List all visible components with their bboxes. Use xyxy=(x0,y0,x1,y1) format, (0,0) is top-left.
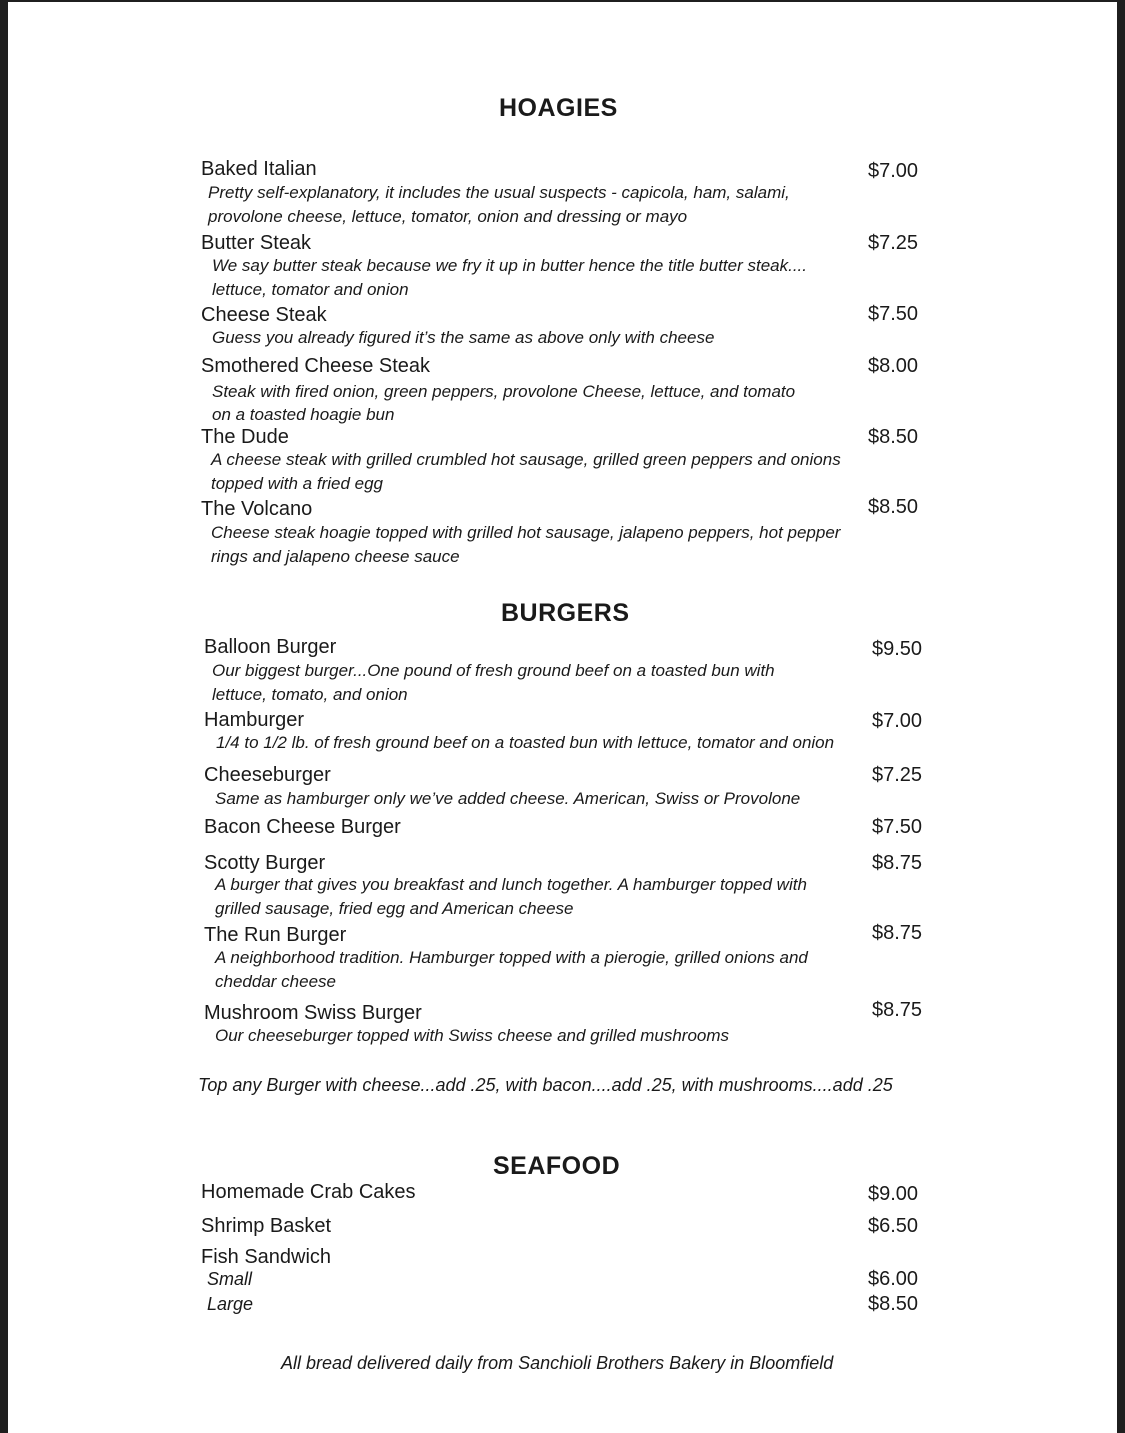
item-name: Homemade Crab Cakes xyxy=(201,1181,416,1203)
item-description: cheddar cheese xyxy=(215,972,336,991)
item-name: Smothered Cheese Steak xyxy=(201,355,431,377)
size-price-small: $6.00 xyxy=(868,1268,919,1290)
item-description: on a toasted hoagie bun xyxy=(212,405,395,424)
item-name: Balloon Burger xyxy=(204,636,337,658)
item-name: The Run Burger xyxy=(204,924,347,946)
item-description: grilled sausage, fried egg and American cheese xyxy=(215,899,574,918)
item-name: Butter Steak xyxy=(201,232,312,254)
item-name: Cheese Steak xyxy=(201,304,327,326)
item-name: Baked Italian xyxy=(201,158,317,180)
item-description: Guess you already figured it’s the same as above only with cheese xyxy=(212,328,715,347)
item-description: Cheese steak hoagie topped with grilled hot sausage, jalapeno peppers, hot pepper xyxy=(211,523,841,542)
item-price: $8.75 xyxy=(872,999,923,1021)
item-name: Scotty Burger xyxy=(204,852,326,874)
item-name: Bacon Cheese Burger xyxy=(204,816,401,838)
item-description: A neighborhood tradition. Hamburger topped with a pierogie, grilled onions and xyxy=(215,948,808,967)
item-price: $7.25 xyxy=(872,764,923,786)
item-price: $8.00 xyxy=(868,355,919,377)
item-price: $7.25 xyxy=(868,232,919,254)
item-price: $9.00 xyxy=(868,1183,919,1205)
item-price: $7.00 xyxy=(872,710,923,732)
burger-toppings-note: Top any Burger with cheese...add .25, with bacon....add .25, with mushrooms....add .25 xyxy=(198,1075,893,1095)
item-name: Cheeseburger xyxy=(204,764,331,786)
item-description: provolone cheese, lettuce, tomator, onion and dressing or mayo xyxy=(208,207,688,226)
item-description: We say butter steak because we fry it up in butter hence the title butter steak.... xyxy=(212,256,807,275)
seafood-title: SEAFOOD xyxy=(493,1152,621,1180)
item-description: rings and jalapeno cheese sauce xyxy=(211,547,460,566)
item-description: lettuce, tomato, and onion xyxy=(212,685,408,704)
item-description: Pretty self-explanatory, it includes the usual suspects - capicola, ham, salami, xyxy=(208,183,790,202)
menu-page xyxy=(8,2,1117,1433)
item-price: $8.50 xyxy=(868,426,919,448)
bread-footer-note: All bread delivered daily from Sanchioli Brothers Bakery in Bloomfield xyxy=(281,1353,834,1373)
item-name: Mushroom Swiss Burger xyxy=(204,1002,422,1024)
item-price: $9.50 xyxy=(872,638,923,660)
item-description: lettuce, tomator and onion xyxy=(212,280,409,299)
item-description: topped with a fried egg xyxy=(211,474,384,493)
burgers-title: BURGERS xyxy=(501,599,630,627)
item-name: Hamburger xyxy=(204,709,305,731)
item-price: $7.50 xyxy=(868,303,919,325)
item-name: The Volcano xyxy=(201,498,313,520)
item-price: $6.50 xyxy=(868,1215,919,1237)
item-price: $7.50 xyxy=(872,816,923,838)
item-description: Our biggest burger...One pound of fresh ground beef on a toasted bun with xyxy=(212,661,775,680)
size-price-large: $8.50 xyxy=(868,1293,919,1315)
item-name: The Dude xyxy=(201,426,289,448)
item-price: $8.75 xyxy=(872,922,923,944)
size-label-large: Large xyxy=(207,1294,254,1314)
item-name: Fish Sandwich xyxy=(201,1246,332,1268)
item-price: $8.50 xyxy=(868,496,919,518)
item-price: $8.75 xyxy=(872,852,923,874)
item-name: Shrimp Basket xyxy=(201,1215,332,1237)
item-description: 1/4 to 1/2 lb. of fresh ground beef on a toasted bun with lettuce, tomator and onion xyxy=(216,733,835,752)
item-price: $7.00 xyxy=(868,160,919,182)
hoagies-title: HOAGIES xyxy=(499,94,618,122)
item-description: Steak with fired onion, green peppers, provolone Cheese, lettuce, and tomato xyxy=(212,382,796,401)
item-description: A burger that gives you breakfast and lunch together. A hamburger topped with xyxy=(215,875,807,894)
item-description: Our cheeseburger topped with Swiss cheese and grilled mushrooms xyxy=(215,1026,730,1045)
item-description: Same as hamburger only we’ve added cheese. American, Swiss or Provolone xyxy=(215,789,801,808)
item-description: A cheese steak with grilled crumbled hot sausage, grilled green peppers and onions xyxy=(211,450,841,469)
size-label-small: Small xyxy=(207,1269,253,1289)
